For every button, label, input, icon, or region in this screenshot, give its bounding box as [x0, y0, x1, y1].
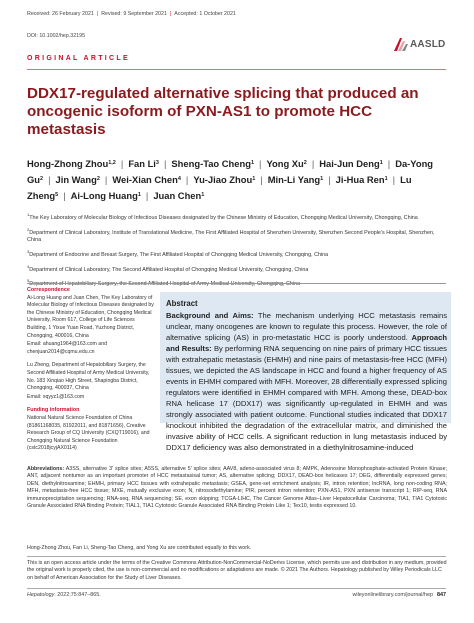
affiliation-number: 3 [27, 248, 30, 254]
author-name[interactable]: Hai-Jun Deng [319, 158, 380, 169]
author-affiliation-number: 1 [379, 160, 383, 166]
affiliation-text: The Key Laboratory of Molecular Biology of Infectious Diseases designated by the Chinese Ministry of Education, Chongqing Medical University, Chongqing, China [29, 214, 418, 221]
affiliation-list [27, 211, 447, 292]
aasld-logo [392, 35, 446, 55]
author-name[interactable]: Wei-Xian Chen [112, 174, 178, 185]
abstract-body [166, 310, 447, 453]
approach-text: By performing RNA sequencing on nine pairs of primary HCC tissues with extrahepatic metastasis (EHMH) and nine pairs of metastasis-free HCC (MFH) tissues, we depicted the AS landscape in HCC and found a higher frequency of AS events in EHMH compared with MFH. Moreover, 28 differentially expressed splicing regulators were identified in EHMH compared with MFH. Among these, DEAD-box RNA helicase 17 (DDX17) was significantly up-regulated in EHMH and was strongly associated with patient outcome. Functional studies indicated that DDX17 knockout inhibited the degradation of the extracellular matrix, and diminished the invasive ability of HCC cells. A significant reduction in lung metastasis induced by DDX17 deficiency was also demonstrated in a diethylnitrosamine-induced [166, 344, 447, 452]
author-separator: | [185, 174, 189, 185]
author-name[interactable]: Sheng-Tao Cheng [171, 158, 251, 169]
author-separator: | [392, 174, 396, 185]
author-separator: | [259, 158, 262, 169]
correspondence-heading: Correspondence [27, 287, 70, 293]
author-name[interactable]: Jin Wang [55, 174, 97, 185]
author-name[interactable]: Min-Li Yang [267, 174, 321, 185]
author-name[interactable]: Hong-Zhong Zhou [27, 158, 109, 169]
author-affiliation-number: 5 [55, 192, 59, 198]
author-name[interactable]: Juan Chen [153, 190, 202, 201]
author-name[interactable]: Yong Xu [266, 158, 304, 169]
aasld-logo-text: AASLD [410, 39, 446, 50]
correspondence-address-1: Ai-Long Huang and Juan Chen, The Key Laboratory of Molecular Biology of Infectious Diseases designated by the Chinese Ministry of Education, Chongqing Medical University, Room 617, College of Life Sciences Building, 1 Yixue Yuan Road, Yuzhong District, Chongqing, 400016, China [27, 294, 154, 339]
divider [27, 588, 446, 589]
author-name[interactable]: Ai-Long Huang [70, 190, 138, 201]
affiliation-number: 2 [27, 226, 30, 232]
divider [27, 69, 446, 70]
page-number: 847 [437, 592, 446, 598]
affiliation-item [27, 211, 447, 223]
article-type-label: ORIGINAL ARTICLE [27, 55, 130, 62]
license-text: This is an open access article under the terms of the Creative Commons Attribution-NonCommercial-NoDerivs License, which permits use and distribution in any medium, provided the original work is properly cited, the use is non-commercial and no modifications or adaptations are made. © 2021 The Authors. Hepatology published by Wiley Periodicals LLC on behalf of American Association for the Study of Liver Diseases. [27, 560, 447, 581]
author-affiliation-number: 1 [252, 176, 256, 182]
author-affiliation-number: 1 [384, 176, 388, 182]
correspondence-email-2[interactable]: Email: xqyyz1@163.com [27, 393, 85, 400]
affiliation-text: Department of Endocrine and Breast Surgery, The First Affiliated Hospital of Chongqing Medical University, Chongqing, China [29, 251, 329, 258]
author-affiliation-number: 2 [96, 176, 100, 182]
author-separator: | [48, 174, 51, 185]
date-separator: | [169, 11, 172, 17]
author-affiliation-number: 4 [177, 176, 181, 182]
footer-right [353, 592, 447, 598]
journal-citation [27, 592, 101, 598]
author-affiliation-number: 1,2 [108, 160, 116, 166]
affiliation-item [27, 263, 447, 275]
correspondence-address-2: Lu Zheng, Department of Hepatobiliary Surgery, the Second Affiliated Hospital of Army Medical University, No. 183 Xinqiao High Street, Shapingba District, Chongqing, 400037, China [27, 362, 150, 392]
citation-text: . 2022;75:847–865. [54, 592, 101, 598]
background-text: The mechanism underlying HCC metastasis remains unclear, many oncogenes are known to regulate this process. However, the role of alternative splicing (AS) in pro-metastatic HCC is poorly understood. [166, 311, 447, 342]
divider [27, 556, 446, 557]
article-dates [27, 11, 236, 17]
received-date: Received: 26 February 2021 [27, 11, 94, 17]
doi-link[interactable]: DOI: 10.1002/hep.32195 [27, 33, 86, 39]
abbreviations [27, 466, 447, 510]
author-affiliation-number: 1 [137, 192, 141, 198]
author-separator: | [104, 174, 108, 185]
author-affiliation-number: 1 [201, 192, 205, 198]
author-separator: | [145, 190, 149, 201]
author-affiliation-number: 1 [320, 176, 324, 182]
background-label: Background and Aims: [166, 311, 254, 320]
revised-date: Revised: 9 September 2021 [101, 11, 167, 17]
author-affiliation-number: 1 [250, 160, 254, 166]
approach-label: Approach and Results: [166, 333, 447, 353]
author-separator: | [120, 158, 124, 169]
author-name[interactable]: Da-Yong Gu [27, 158, 434, 185]
divider [27, 283, 446, 284]
author-affiliation-number: 3 [155, 160, 159, 166]
affiliation-item [27, 226, 447, 245]
affiliation-number: 4 [27, 263, 30, 269]
author-separator: | [63, 190, 66, 201]
affiliation-number: 1 [27, 212, 30, 217]
affiliation-text: Department of Clinical Laboratory, Institute of Translational Medicine, The First Affiliated Hospital of Shenzhen University, Shenzhen Second People’s Hospital, Shenzhen, China [27, 229, 435, 244]
funding-text: National Natural Science Foundation of China (81861168035, 81922011, and 81871656), Creative Research Group of CQ University (CXQT19016), and Chongqing Natural Science Foundation (cstc2018jcyjAX0114) [27, 414, 150, 452]
author-list [27, 156, 452, 204]
author-name[interactable]: Fan Li [128, 158, 156, 169]
sidebar [27, 287, 156, 459]
journal-website-link[interactable]: wileyonlinelibrary.com/journal/hep [352, 592, 433, 598]
funding-heading: Funding information [27, 407, 80, 414]
correspondence-email-1[interactable]: Email: ahuang1964@163.com and chenjuan2014@cqmu.edu.cn [27, 341, 107, 355]
contribution-note: Hong-Zhong Zhou, Fan Li, Sheng-Tao Cheng, and Yong Xu are contributed equally to this work. [27, 545, 252, 551]
aasld-logo-icon [392, 35, 410, 53]
accepted-date: Accepted: 1 October 2021 [174, 11, 236, 17]
affiliation-item [27, 248, 447, 260]
date-separator: | [96, 11, 99, 17]
author-separator: | [260, 174, 263, 185]
abbreviations-text: A3SS, alternative 3′ splice sites; A5SS, alternative 5′ splice sites; AAV8, adeno-associated virus 8; AMPK, Adenosine Monophosphate-activated Protein Kinase; ANT, adjacent nontumor as an important promoter of HCC metastasisal tumor; AS, alternative splicing; DDX17, DEAD-box helicases 17; DEG, differentially expressed genes; DEN, diethylnitrosamine; EHMH, primary HCC tissues with extrahepatic metastasis; GSEA, gene-set enrichment analysis; IR, intron retention; lncRNA, long non-coding RNA; MFH, metastasis-free HCC tissue; MXE, mutually exclusive exon; N, nitrosodiethylamine; PIR, percent intron retention; PXN-AS1, PXN antisense transcript 1; RIP-seq, RNA immunoprecipitation sequencing; RNA-seq, RNA sequencing; SE, exon skipping; TCGA-LIHC, The Cancer Genome Atlas–Liver Hepatocellular Carcinoma; TIA1, TIA1 Cytotoxic Granule Associated RNA Binding Protein; TIAL1, TIA1 Cytotoxic Granule Associated RNA Binding Protein Like 1; Tex10, testis expressed 10. [27, 466, 447, 510]
author-separator: | [328, 174, 331, 185]
author-affiliation-number: 2 [40, 176, 44, 182]
author-name[interactable]: Ji-Hua Ren [335, 174, 385, 185]
affiliation-text: Department of Clinical Laboratory, The Second Affiliated Hospital of Chongqing Medical University, Chongqing, China [29, 266, 309, 273]
author-separator: | [163, 158, 167, 169]
abbreviations-label: Abbreviations: [27, 466, 65, 472]
author-affiliation-number: 2 [303, 160, 307, 166]
author-name[interactable]: Yu-Jiao Zhou [193, 174, 253, 185]
journal-name: Hepatology [27, 592, 55, 598]
author-name[interactable]: Lu Zheng [27, 174, 412, 201]
article-title: DDX17-regulated alternative splicing that produced an oncogenic isoform of PXN-AS1 to promote HCC metastasis [27, 85, 419, 138]
author-separator: | [387, 158, 391, 169]
affiliation-number: 5 [27, 278, 30, 284]
abstract-heading: Abstract [166, 299, 198, 308]
abstract-box [160, 292, 451, 452]
author-separator: | [311, 158, 315, 169]
